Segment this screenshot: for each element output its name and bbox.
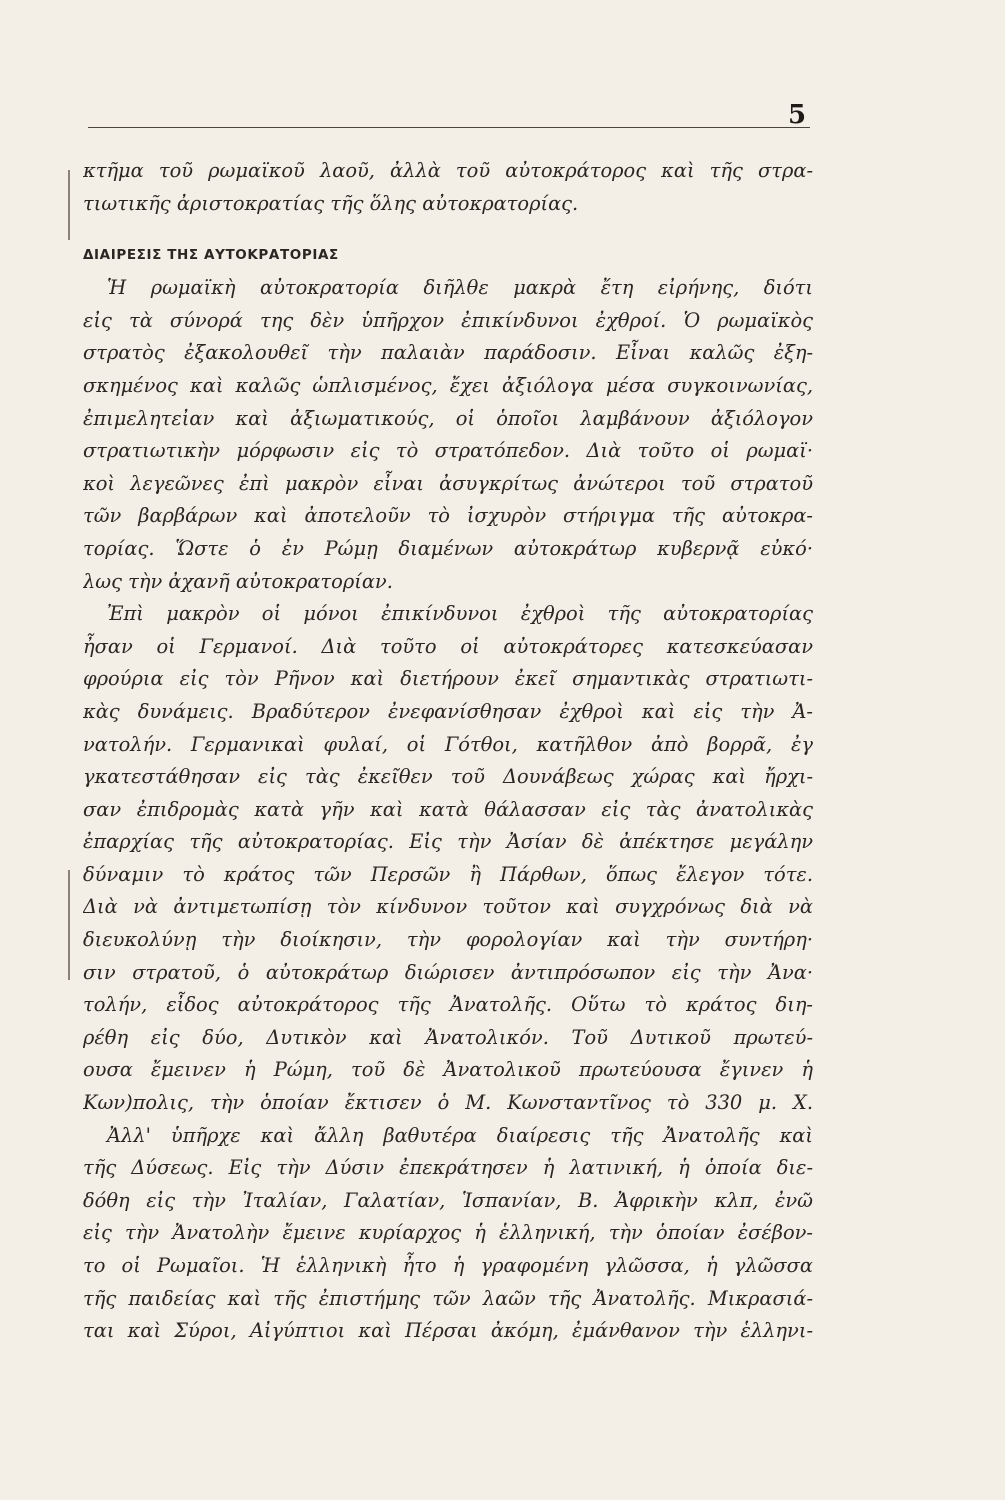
text-line: νατολήν. Γερμανικαὶ φυλαί, οἱ Γότθοι, κατῆλθον ἀπὸ βορρᾶ, ἐγ [83,732,813,756]
text-line: ἐπαρχίας τῆς αὐτοκρατορίας. Εἰς τὴν Ἀσίαν δὲ ἀπέκτησε μεγάλην [83,830,813,854]
text-line: εἰς τὴν Ἀνατολὴν ἔμεινε κυρίαρχος ἡ ἑλληνική, τὴν ὁποίαν ἐσέβον- [83,1221,813,1245]
body-text [83,155,813,1348]
text-line: διευκολύνῃ τὴν διοίκησιν, τὴν φορολογίαν καὶ τὴν συντήρη· [83,928,813,952]
text-line: ἐπιμελητεἰαν καὶ ἀξιωματικούς, οἱ ὁποῖοι λαμβάνουν ἀξιόλογον [83,406,813,430]
section-heading: ΔΙΑΙΡΕΣΙΣ ΤΗΣ ΑΥΤΟΚΡΑΤΟΡΙΑΣ [83,247,339,264]
margin-mark-middle [68,870,70,980]
text-line: τῶν βαρβάρων καὶ ἀποτελοῦν τὸ ἰσχυρὸν στήριγμα τῆς αὐτοκρα- [83,504,813,528]
text-line: Διὰ νὰ ἀντιμετωπίσῃ τὸν κίνδυνον τοῦτον καὶ συγχρόνως διὰ νὰ [83,895,813,919]
text-line: εἰς τὰ σύνορά της δὲν ὑπῆρχον ἐπικίνδυνοι ἐχθροί. Ὁ ρωμαϊκὸς [83,308,813,332]
text-line: τῆς παιδείας καὶ τῆς ἐπιστήμης τῶν λαῶν τῆς Ἀνατολῆς. Μικρασιά- [83,1286,813,1310]
text-line: Ἐπὶ μακρὸν οἱ μόνοι ἐπικίνδυνοι ἐχθροὶ τῆς αὐτοκρατορίας [107,602,813,626]
text-line: Ἀλλ' ὑπῆρχε καὶ ἄλλη βαθυτέρα διαίρεσις τῆς Ἀνατολῆς καὶ [107,1123,813,1147]
text-line: φρούρια εἰς τὸν Ρῆνον καὶ διετήρουν ἐκεῖ σημαντικὰς στρατιωτι- [83,667,813,691]
text-line: ται καὶ Σύροι, Αἰγύπτιοι καὶ Πέρσαι ἀκόμη, ἐμάνθανον τὴν ἑλληνι- [83,1319,813,1343]
text-line: Κων)πολις, τὴν ὁποίαν ἔκτισεν ὁ Μ. Κωνσταντῖνος τὸ 330 μ. Χ. [83,1091,813,1115]
text-line: δύναμιν τὸ κράτος τῶν Περσῶν ἢ Πάρθων, ὅπως ἔλεγον τότε. [83,862,813,886]
text-line: κὰς δυνάμεις. Βραδύτερον ἐνεφανίσθησαν ἐχθροὶ καὶ εἰς τὴν Ἀ- [83,699,813,723]
text-line: τιωτικῆς ἀριστοκρατίας τῆς ὅλης αὐτοκρατορίας. [83,191,579,215]
text-line: τολήν, εἶδος αὐτοκράτορος τῆς Ἀνατολῆς. Οὕτω τὸ κράτος διη- [83,993,813,1017]
text-line: τορίας. Ὥστε ὁ ἐν Ρώμῃ διαμένων αὐτοκράτωρ κυβερνᾷ εὐκό· [83,536,813,560]
text-line: τῆς Δύσεως. Εἰς τὴν Δύσιν ἐπεκράτησεν ἡ λατινική, ἡ ὁποία διε- [83,1156,813,1180]
text-line: σιν στρατοῦ, ὁ αὐτοκράτωρ διώρισεν ἀντιπρόσωπον εἰς τὴν Ἀνα· [83,960,813,984]
text-line: σκημένος καὶ καλῶς ὡπλισμένος, ἔχει ἀξιόλογα μέσα συγκοινωνίας, [83,373,813,397]
text-line: δόθη εἰς τὴν Ἰταλίαν, Γαλατίαν, Ἱσπανίαν, Β. Ἀφρικὴν κλπ, ἐνῶ [83,1188,813,1212]
text-line: λως τὴν ἀχανῆ αὐτοκρατορίαν. [83,569,393,593]
text-line: ρέθη εἰς δύο, Δυτικὸν καὶ Ἀνατολικόν. Τοῦ Δυτικοῦ πρωτεύ- [83,1025,813,1049]
text-line: κοὶ λεγεῶνες ἐπὶ μακρὸν εἶναι ἀσυγκρίτως ἀνώτεροι τοῦ στρατοῦ [83,471,813,495]
text-line: Ἡ ρωμαϊκὴ αὐτοκρατορία διῆλθε μακρὰ ἔτη εἰρήνης, διότι [107,276,813,300]
text-line: σαν ἐπιδρομὰς κατὰ γῆν καὶ κατὰ θάλασσαν εἰς τὰς ἀνατολικὰς [83,797,813,821]
text-line: γκατεστάθησαν εἰς τὰς ἐκεῖθεν τοῦ Δουνάβεως χώρας καὶ ἤρχι- [83,765,813,789]
page-number: 5 [788,100,807,130]
text-line: ουσα ἔμεινεν ἡ Ρώμη, τοῦ δὲ Ἀνατολικοῦ πρωτεύουσα ἔγινεν ἡ [83,1058,813,1082]
header-rule [88,127,810,128]
margin-mark-top [68,170,70,240]
text-line: στρατὸς ἐξακολουθεῖ τὴν παλαιὰν παράδοσιν. Εἶναι καλῶς ἐξη- [83,341,813,365]
text-line: στρατιωτικὴν μόρφωσιν εἰς τὸ στρατόπεδον. Διὰ τοῦτο οἱ ρωμαϊ· [83,439,813,463]
text-line: ἦσαν οἱ Γερμανοί. Διὰ τοῦτο οἱ αὐτοκράτορες κατεσκεύασαν [83,634,813,658]
text-line: το οἱ Ρωμαῖοι. Ἡ ἑλληνικὴ ἦτο ἡ γραφομένη γλῶσσα, ἡ γλῶσσα [83,1254,813,1277]
text-line: κτῆμα τοῦ ρωμαϊκοῦ λαοῦ, ἀλλὰ τοῦ αὐτοκράτορος καὶ τῆς στρα- [83,159,813,182]
